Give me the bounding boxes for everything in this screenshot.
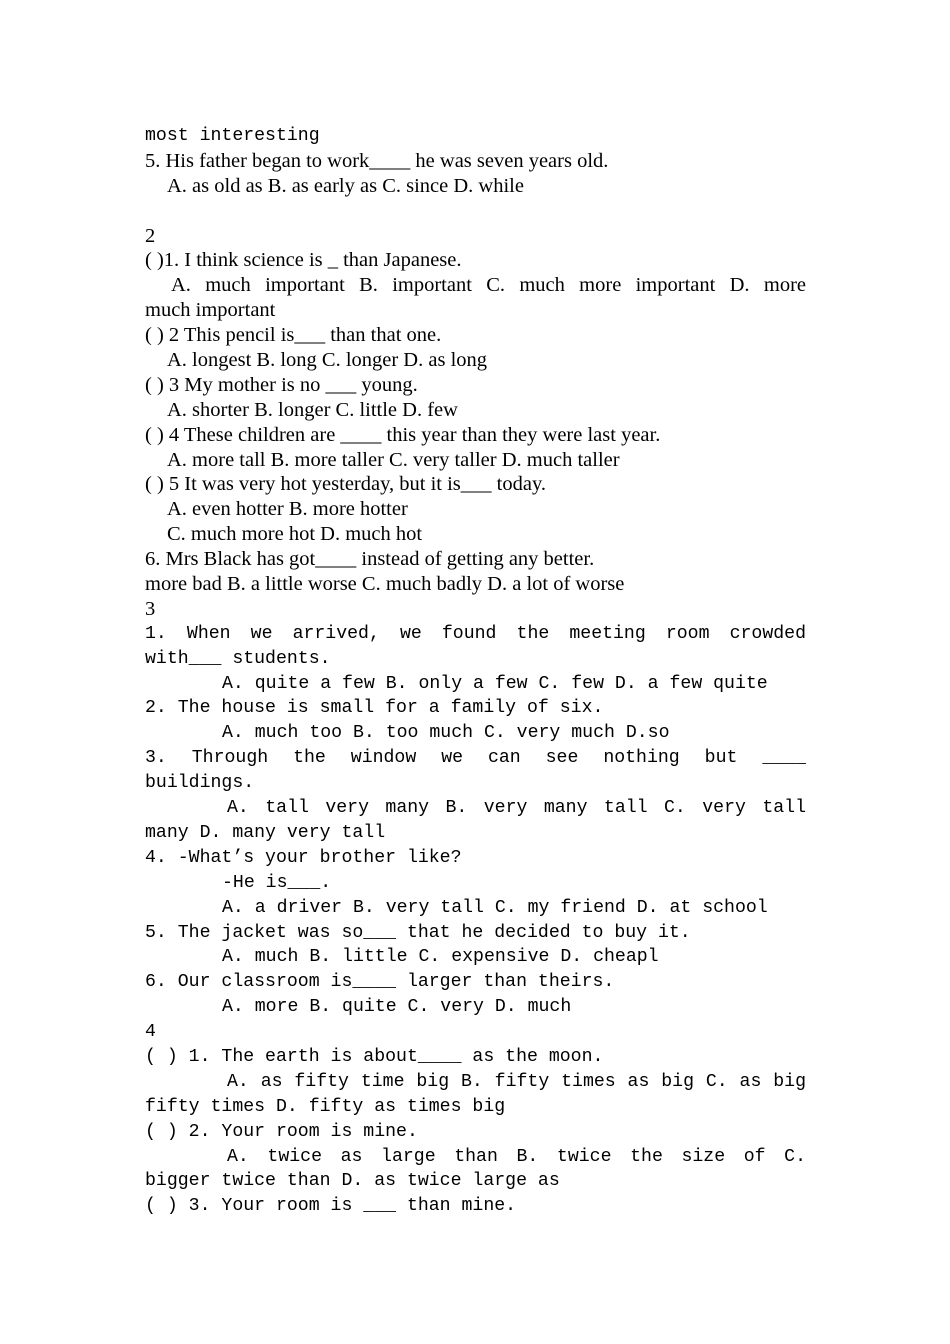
options-line-continued: much important — [145, 299, 276, 322]
question-line: 6. Our classroom is____ larger than theirs. — [145, 972, 615, 993]
question-line: ( ) 1. The earth is about____ as the moon. — [145, 1046, 604, 1067]
options-line: A. as fifty time big B. fifty times as big C. as big — [227, 1071, 806, 1092]
options-line: A. twice as large than B. twice the size of C. — [227, 1146, 806, 1167]
text-line: most interesting — [145, 126, 320, 146]
question-line: 2. The house is small for a family of six. — [145, 698, 604, 719]
options-line: A. much important B. important C. much more important D. more — [171, 274, 806, 297]
question-line: ( ) 2. Your room is mine. — [145, 1121, 418, 1142]
options-line: A. tall very many B. very many tall C. very tall — [227, 798, 806, 819]
question-line: 4. -What’s your brother like? — [145, 847, 462, 868]
section-number: 3 — [145, 597, 156, 620]
question-line: 5. His father began to work____ he was seven years old. — [145, 149, 609, 172]
question-line: 5. The jacket was so___ that he decided to buy it. — [145, 922, 691, 943]
options-line-continued: bigger twice than D. as twice large as — [145, 1171, 560, 1192]
document-page — [145, 124, 806, 1219]
question-line: ( )1. I think science is _ than Japanese. — [145, 249, 462, 272]
options-line-continued: many D. many very tall — [145, 822, 386, 843]
question-line-continued: buildings. — [145, 773, 255, 794]
options-line: A. as old as B. as early as C. since D. while — [167, 174, 524, 197]
options-line: A. quite a few B. only a few C. few D. a few quite — [222, 673, 768, 694]
question-line: 1. When we arrived, we found the meeting room crowded — [145, 623, 806, 644]
options-line: A. longest B. long C. longer D. as long — [167, 349, 488, 372]
question-line: 6. Mrs Black has got____ instead of getting any better. — [145, 548, 595, 571]
options-line: A. more B. quite C. very D. much — [222, 997, 572, 1018]
question-line: ( ) 2 This pencil is___ than that one. — [145, 324, 442, 347]
blank-line — [145, 199, 806, 224]
options-line: C. much more hot D. much hot — [167, 523, 423, 546]
options-line: A. much too B. too much C. very much D.so — [222, 723, 670, 744]
question-line: ( ) 3. Your room is ___ than mine. — [145, 1196, 517, 1217]
options-line: A. more tall B. more taller C. very taller D. much taller — [167, 448, 620, 471]
question-line: ( ) 4 These children are ____ this year than they were last year. — [145, 423, 661, 446]
question-line: ( ) 5 It was very hot yesterday, but it is___ today. — [145, 473, 546, 496]
question-line-continued: with___ students. — [145, 648, 331, 669]
options-line: more bad B. a little worse C. much badly D. a lot of worse — [145, 573, 625, 596]
answer-line: -He is___. — [222, 872, 332, 893]
question-line: 3. Through the window we can see nothing but ____ — [145, 748, 806, 769]
options-line: A. a driver B. very tall C. my friend D. at school — [222, 897, 768, 918]
options-line-continued: fifty times D. fifty as times big — [145, 1096, 506, 1117]
options-line: A. much B. little C. expensive D. cheapl — [222, 947, 659, 968]
options-line: A. shorter B. longer C. little D. few — [167, 398, 458, 421]
options-line: A. even hotter B. more hotter — [167, 498, 408, 521]
question-line: ( ) 3 My mother is no ___ young. — [145, 373, 418, 396]
section-number: 2 — [145, 224, 156, 247]
section-number: 4 — [145, 1022, 156, 1043]
